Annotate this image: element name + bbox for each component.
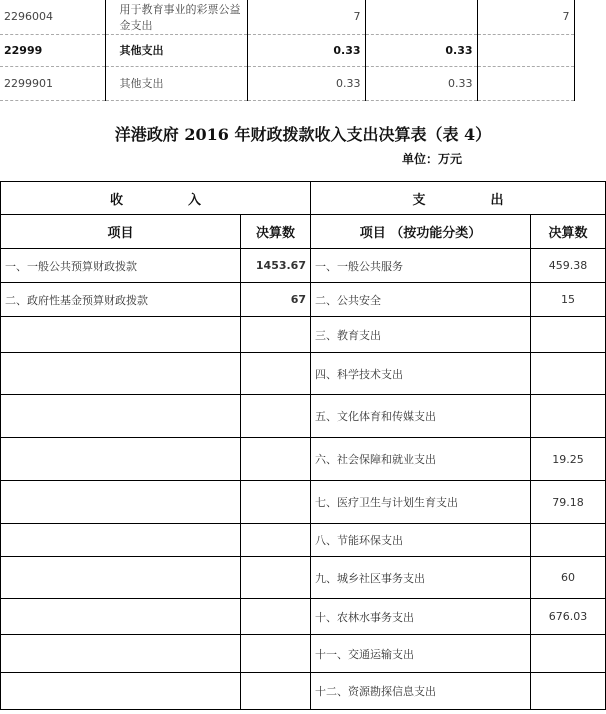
income-amount-header: 决算数 — [241, 215, 311, 249]
amount-cell: 7 — [247, 0, 365, 34]
expense-item-cell: 八、节能环保支出 — [311, 524, 531, 557]
expense-item-cell: 十二、资源勘探信息支出 — [311, 673, 531, 710]
table-row — [1, 481, 606, 524]
income-amount-cell — [241, 481, 311, 524]
income-item-cell: 一、一般公共预算财政拨款 — [1, 249, 241, 283]
income-item-cell — [1, 557, 241, 599]
income-amount-cell — [241, 673, 311, 710]
amount-cell: 0.33 — [365, 66, 477, 100]
income-amount-cell — [241, 635, 311, 673]
expense-amount-cell — [531, 635, 606, 673]
table-row — [1, 673, 606, 710]
expense-item-cell: 六、社会保障和就业支出 — [311, 438, 531, 481]
expense-amount-cell: 19.25 — [531, 438, 606, 481]
expense-amount-cell — [531, 317, 606, 353]
table-row — [1, 249, 606, 283]
income-item-cell — [1, 524, 241, 557]
income-item-cell — [1, 353, 241, 395]
income-amount-cell — [241, 353, 311, 395]
income-item-cell — [1, 673, 241, 710]
table-row — [1, 283, 606, 317]
expense-amount-cell — [531, 524, 606, 557]
code-cell: 2296004 — [0, 0, 105, 34]
table-row — [1, 557, 606, 599]
expense-amount-cell: 676.03 — [531, 599, 606, 635]
table-row — [1, 438, 606, 481]
expense-item-cell: 四、科学技术支出 — [311, 353, 531, 395]
previous-table — [0, 0, 575, 101]
table-row — [0, 0, 574, 34]
expense-amount-cell — [531, 395, 606, 438]
amount-cell: 0.33 — [247, 66, 365, 100]
page-title: 洋港政府 2016 年财政拨款收入支出决算表（表 4） — [114, 125, 492, 144]
expense-amount-cell — [531, 673, 606, 710]
expense-amount-cell: 15 — [531, 283, 606, 317]
name-cell: 其他支出 — [105, 66, 247, 100]
expense-item-cell: 十、农林水事务支出 — [311, 599, 531, 635]
amount-cell: 0.33 — [247, 34, 365, 66]
income-item-cell: 二、政府性基金预算财政拨款 — [1, 283, 241, 317]
name-cell: 用于教育事业的彩票公益金支出 — [105, 0, 247, 34]
income-item-cell — [1, 599, 241, 635]
table-row — [1, 317, 606, 353]
income-item-cell — [1, 635, 241, 673]
table-row — [1, 395, 606, 438]
income-item-cell — [1, 438, 241, 481]
appropriation-table — [0, 181, 606, 710]
expense-item-cell: 一、一般公共服务 — [311, 249, 531, 283]
expense-amount-cell: 60 — [531, 557, 606, 599]
table-row — [1, 599, 606, 635]
expense-item-header: 项目 （按功能分类） — [311, 215, 531, 249]
expense-amount-cell: 79.18 — [531, 481, 606, 524]
income-item-header: 项目 — [1, 215, 241, 249]
table-row — [0, 34, 574, 66]
table-row — [1, 524, 606, 557]
income-amount-cell — [241, 395, 311, 438]
expense-item-cell: 五、文化体育和传媒支出 — [311, 395, 531, 438]
income-header: 收 入 — [1, 182, 311, 215]
income-item-cell — [1, 481, 241, 524]
amount-cell: 7 — [477, 0, 574, 34]
table-row — [1, 635, 606, 673]
income-amount-cell — [241, 557, 311, 599]
income-amount-cell — [241, 438, 311, 481]
expense-item-cell: 二、公共安全 — [311, 283, 531, 317]
income-amount-cell — [241, 599, 311, 635]
table-row — [0, 66, 574, 100]
amount-cell — [477, 34, 574, 66]
expense-header: 支 出 — [311, 182, 606, 215]
expense-item-cell: 七、医疗卫生与计划生育支出 — [311, 481, 531, 524]
amount-cell — [365, 0, 477, 34]
income-item-cell — [1, 395, 241, 438]
amount-cell: 0.33 — [365, 34, 477, 66]
expense-item-cell: 九、城乡社区事务支出 — [311, 557, 531, 599]
amount-cell — [477, 66, 574, 100]
expense-item-cell: 三、教育支出 — [311, 317, 531, 353]
expense-item-cell: 十一、交通运输支出 — [311, 635, 531, 673]
expense-amount-cell: 459.38 — [531, 249, 606, 283]
income-amount-cell — [241, 317, 311, 353]
name-cell: 其他支出 — [105, 34, 247, 66]
unit-label: 单位：万元 — [402, 152, 463, 166]
income-item-cell — [1, 317, 241, 353]
income-amount-cell: 67 — [241, 283, 311, 317]
income-amount-cell: 1453.67 — [241, 249, 311, 283]
table-row — [1, 353, 606, 395]
income-amount-cell — [241, 524, 311, 557]
code-cell: 22999 — [0, 34, 105, 66]
code-cell: 2299901 — [0, 66, 105, 100]
expense-amount-cell — [531, 353, 606, 395]
expense-amount-header: 决算数 — [531, 215, 606, 249]
